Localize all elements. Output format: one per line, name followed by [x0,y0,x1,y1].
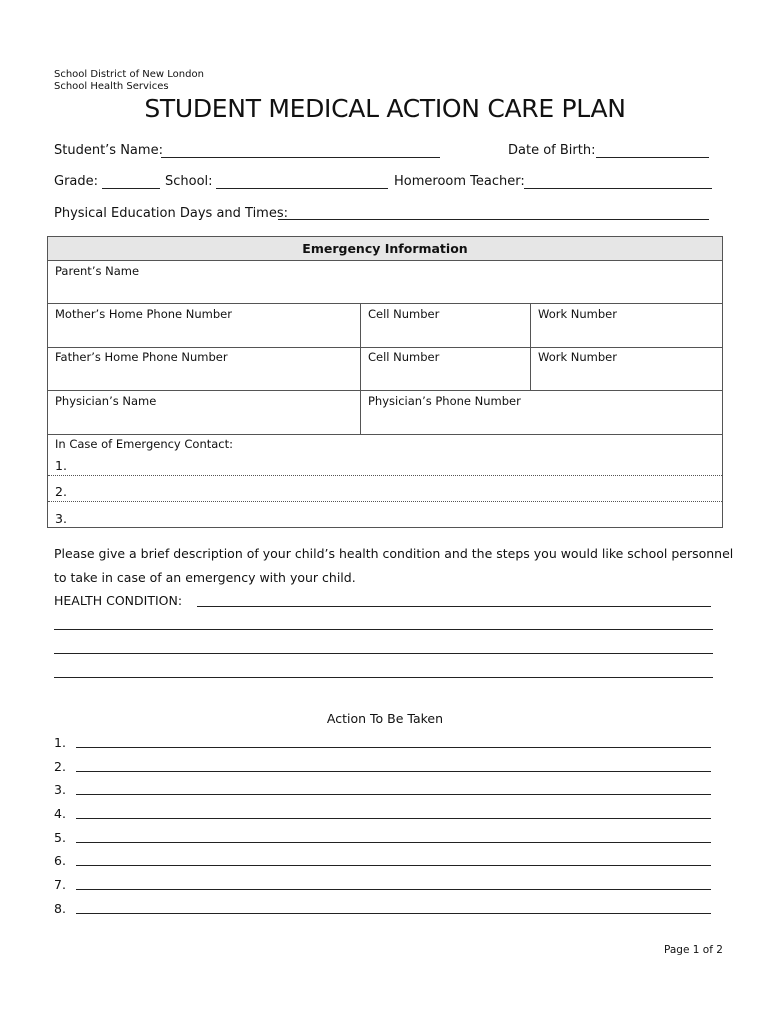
health-condition-field[interactable] [197,606,711,607]
row-divider [48,390,722,391]
school-label: School: [165,174,213,189]
homeroom-teacher-label: Homeroom Teacher: [394,174,525,189]
action-line-8[interactable] [76,913,711,914]
action-number-1: 1. [54,735,66,750]
emergency-contact-3[interactable]: 3. [55,511,67,526]
grade-label: Grade: [54,174,99,189]
parents-name-cell[interactable] [48,261,722,303]
health-instructions-line-2: to take in case of an emergency with your child. [54,570,356,585]
father-cell-label: Cell Number [368,350,440,364]
column-divider [360,303,361,434]
student-name-label: Student’s Name: [54,143,163,158]
action-number-3: 3. [54,782,66,797]
department-name: School Health Services [54,81,169,92]
action-line-5[interactable] [76,842,711,843]
health-instructions-line-1: Please give a brief description of your child’s health condition and the steps you would like school personnel [54,546,734,561]
school-field[interactable] [216,188,388,189]
action-number-6: 6. [54,853,66,868]
page-title: STUDENT MEDICAL ACTION CARE PLAN [144,94,626,123]
parents-name-label: Parent’s Name [55,264,140,278]
mother-cell-label: Cell Number [368,307,440,321]
action-line-4[interactable] [76,818,711,819]
action-number-2: 2. [54,759,66,774]
row-divider [48,347,722,348]
page-number: Page 1 of 2 [664,944,723,956]
row-divider [48,303,722,304]
student-name-field[interactable] [161,157,440,158]
row-divider [48,475,722,476]
dob-field[interactable] [596,157,709,158]
action-heading: Action To Be Taken [326,711,444,726]
grade-field[interactable] [102,188,160,189]
emergency-contact-label: In Case of Emergency Contact: [55,437,234,451]
health-condition-line[interactable] [54,677,713,678]
mother-work-label: Work Number [538,307,617,321]
row-divider [48,501,722,502]
action-line-6[interactable] [76,865,711,866]
action-number-7: 7. [54,877,66,892]
emergency-info-heading: Emergency Information [48,237,722,261]
action-number-4: 4. [54,806,66,821]
action-line-1[interactable] [76,747,711,748]
pe-days-label: Physical Education Days and Times: [54,206,288,221]
health-condition-line[interactable] [54,629,713,630]
action-line-3[interactable] [76,794,711,795]
row-divider [48,434,722,435]
father-work-label: Work Number [538,350,617,364]
physician-name-label: Physician’s Name [55,394,157,408]
action-number-8: 8. [54,901,66,916]
father-home-phone-label: Father’s Home Phone Number [55,350,228,364]
district-name: School District of New London [54,69,204,80]
health-condition-label: HEALTH CONDITION: [54,593,183,608]
health-condition-line[interactable] [54,653,713,654]
physician-phone-label: Physician’s Phone Number [368,394,521,408]
column-divider [530,303,531,390]
emergency-contact-2[interactable]: 2. [55,484,67,499]
action-line-2[interactable] [76,771,711,772]
emergency-info-table [47,236,723,528]
action-number-5: 5. [54,830,66,845]
action-line-7[interactable] [76,889,711,890]
pe-days-field[interactable] [278,219,709,220]
emergency-contact-1[interactable]: 1. [55,458,67,473]
homeroom-teacher-field[interactable] [524,188,712,189]
dob-label: Date of Birth: [508,143,596,158]
mother-home-phone-label: Mother’s Home Phone Number [55,307,232,321]
